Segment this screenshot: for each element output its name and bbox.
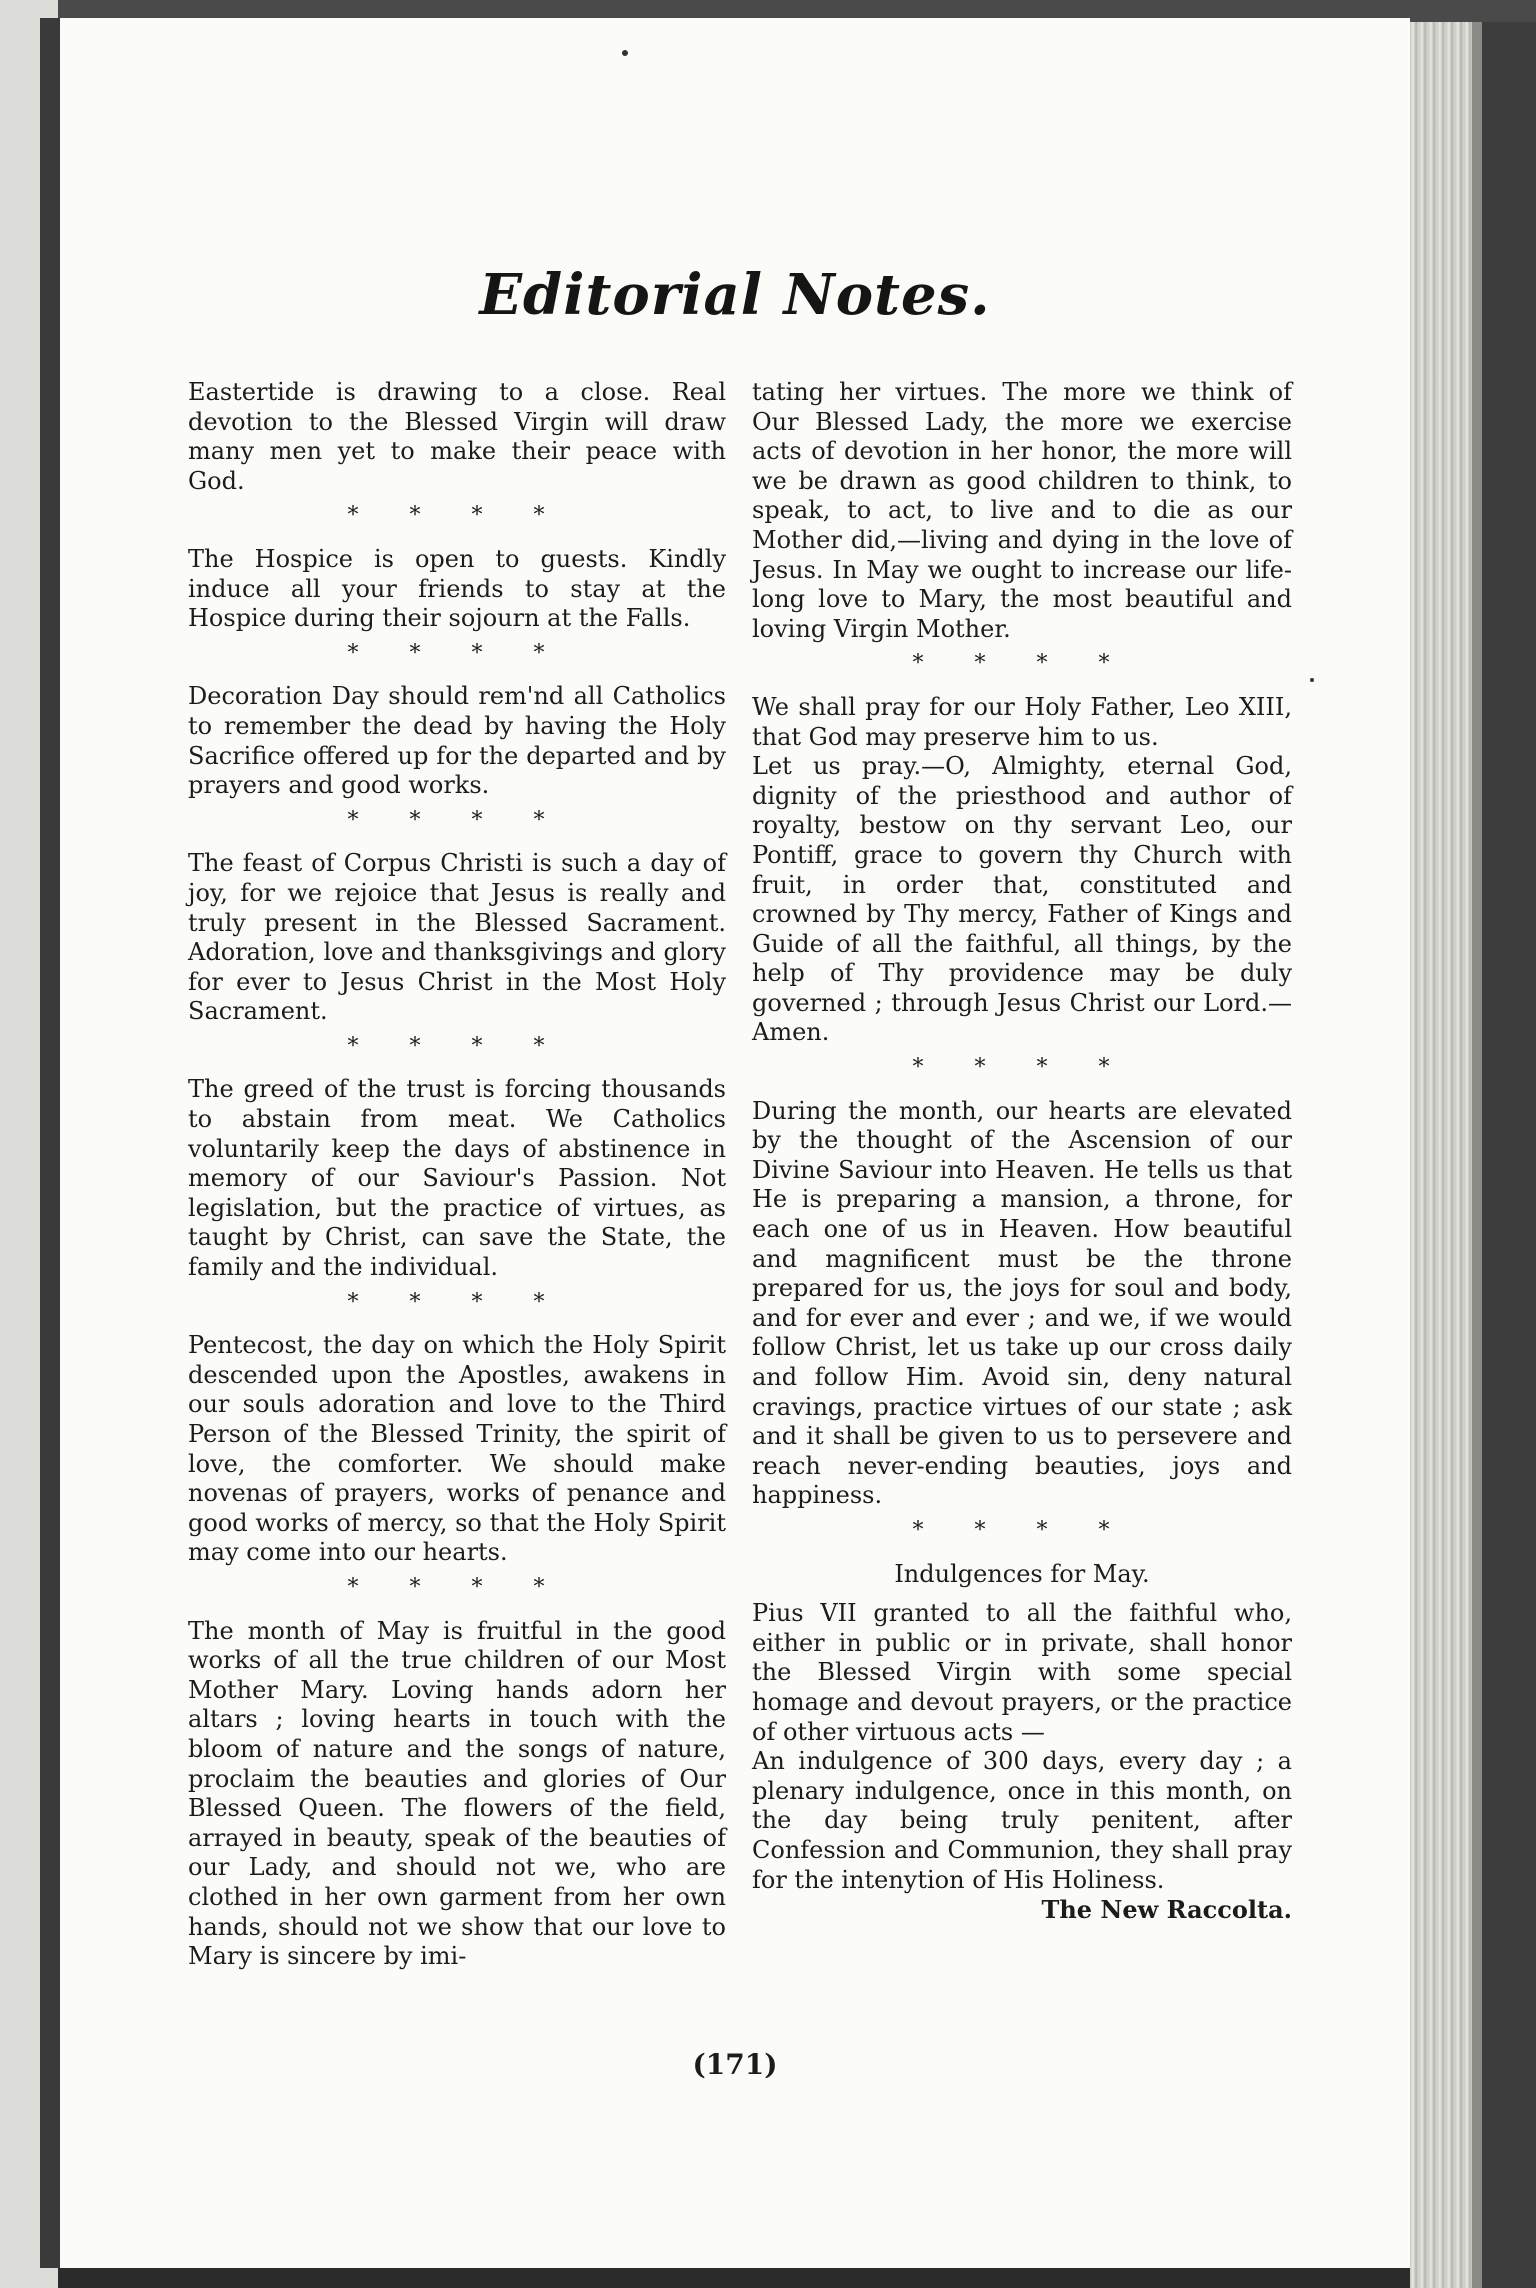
paragraph-imitating-virtues: tating her virtues. The more we think of Our Blessed Lady, the more we exercise acts of devotion in her honor, the more will we be drawn as good children to think, to speak, to act, to live and to die as our Mother did,—living and dying in the love of Jesus. In May we ought to increase our life-long love to Mary, the most beautiful and loving Virgin Mother. <box>752 378 1292 643</box>
section-heading-indulgences: Indulgences for May. <box>894 1559 1150 1588</box>
book-cover-edge <box>1482 22 1536 2288</box>
separator: * * * * <box>912 1055 1132 1081</box>
paragraph-ascension: During the month, our hearts are elevated by the thought of the Ascension of our Divine Saviour into Heaven. He tells us that He is preparing a mansion, a throne, for each one of us in Heaven. How beautiful and magnificent must be the throne prepared for us, the joys for soul and body, and for ever and ever ; and we, if we would follow Christ, let us take up our cross daily and follow Him. Avoid sin, deny natural cravings, practice virtues of our state ; ask and it shall be given to us to persevere and reach never-ending beauties, joys and happiness. <box>752 1096 1292 1510</box>
paragraph-indulgence: An indulgence of 300 days, every day ; a plenary indulgence, once in this month, on the day being truly penitent, after Confession and Communion, they shall pray for the intenytion of His Holiness. <box>752 1747 1292 1894</box>
separator: * * * * <box>347 807 567 833</box>
paragraph-corpus-christi: The feast of Corpus Christi is such a day of joy, for we rejoice that Jesus is really and truly present in the Blessed Sacrament. Adoration, love and thanksgivings and glory for ever to Jesus Christ in the Most Holy Sacrament. <box>188 849 726 1026</box>
page-title: Editorial Notes. <box>479 262 991 328</box>
paragraph-eastertide: Eastertide is drawing to a close. Real devotion to the Blessed Virgin will draw many men yet to make their peace with God. <box>188 378 726 495</box>
book-gutter <box>40 18 62 2268</box>
left-column <box>188 378 726 1972</box>
page-stack-shadow <box>1472 22 1482 2288</box>
separator: * * * * <box>347 640 567 666</box>
paragraph-greed-of-trust: The greed of the trust is forcing thousands to abstain from meat. We Catholics voluntarily keep the days of abstinence in memory of our Saviour's Passion. Not legislation, but the practice of virtues, as taught by Christ, can save the State, the family and the individual. <box>188 1075 726 1282</box>
separator: * * * * <box>912 1517 1132 1543</box>
separator: * * * * <box>347 1574 567 1600</box>
separator: * * * * <box>347 1289 567 1315</box>
ink-speck <box>1310 678 1314 682</box>
paragraph-hospice: The Hospice is open to guests. Kindly induce all your friends to stay at the Hospice during their sojourn at the Falls. <box>188 544 726 633</box>
signature: The New Raccolta. <box>1041 1895 1292 1925</box>
paragraph-decoration-day: Decoration Day should rem'nd all Catholics to remember the dead by having the Holy Sacrifice offered up for the departed and by prayers and good works. <box>188 682 726 800</box>
ink-speck <box>622 50 628 56</box>
paragraph-pentecost: Pentecost, the day on which the Holy Spirit descended upon the Apostles, awakens in our souls adoration and love to the Third Person of the Blessed Trinity, the spirit of love, the comforter. We should make novenas of prayers, works of penance and good works of mercy, so that the Holy Spirit may come into our hearts. <box>188 1331 726 1567</box>
page-stack-edge <box>1410 22 1536 2288</box>
separator: * * * * <box>912 651 1132 677</box>
separator: * * * * <box>347 503 567 529</box>
paragraph-holy-father: We shall pray for our Holy Father, Leo XIII, that God may preserve him to us. <box>752 692 1292 751</box>
paragraph-month-of-may: The month of May is fruitful in the good works of all the true children of our Most Mother Mary. Loving hands adorn her altars ; loving hearts in touch with the bloom of nature and the songs of nature, proclaim the beauties and glories of Our Blessed Queen. The flowers of the field, arrayed in beauty, speak of the beauties of our Lady, and should not we, who are clothed in her own garment from her own hands, should not we show that our love to Mary is sincere by imi- <box>188 1616 726 1971</box>
paragraph-pius-vii: Pius VII granted to all the faithful who, either in public or in private, shall honor the Blessed Virgin with some special homage and devout prayers, or the practice of other virtuous acts — <box>752 1599 1292 1746</box>
right-column <box>752 378 1292 1925</box>
separator: * * * * <box>347 1033 567 1059</box>
page-number: (171) <box>692 2048 778 2081</box>
paragraph-prayer: Let us pray.—O, Almighty, eternal God, dignity of the priesthood and author of royalty, bestow on thy servant Leo, our Pontiff, grace to govern thy Church with fruit, in order that, constituted and crowned by Thy mercy, Father of Kings and Guide of all the faithful, all things, by the help of Thy providence may be duly governed ; through Jesus Christ our Lord.—Amen. <box>752 752 1292 1047</box>
